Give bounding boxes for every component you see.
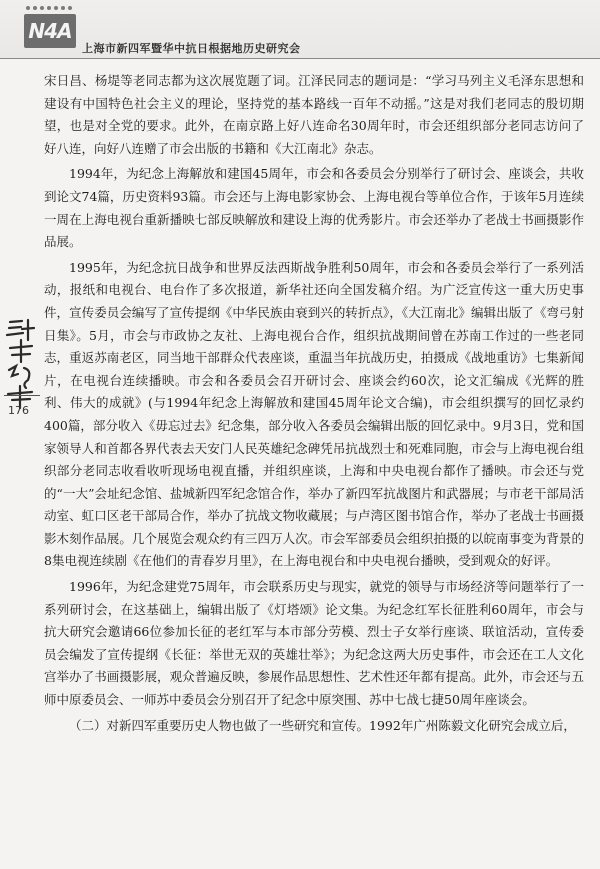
paragraph: 1996年，为纪念建党75周年，市会联系历史与现实，就党的领导与市场经济等问题举行了一系列研讨会，在这基础上，编辑出版了《灯塔颂》论文集。为纪念红军长征胜利60周年，市会与抗大研究会邀请66位参加长征的老红军与本市部分劳模、烈士子女举行座谈、联谊活动，宣传委员会编发了宣传提纲《长征：举世无双的英雄壮举》；为纪念这两大历史事件，市会还在工人文化宫举办了书画摄影展，观众普遍反映，参展作品思想性、艺术性还年都有提高。此外，市会还与五师中原委员会、一师苏中委员会分别召开了纪念中原突围、苏中七战七捷50周年座谈会。 (44, 579, 584, 708)
logo-dots (26, 6, 74, 11)
paragraph: 1994年，为纪念上海解放和建国45周年，市会和各委员会分别举行了研讨会、座谈会，共收到论文74篇，历史资料93篇。市会还与上海电影家协会、上海电视台等单位合作，于该年5月连续一周在上海电视台重新播映七部反映解放和建设上海的优秀影片。市会还举办了老战士书画摄影作品展。 (44, 166, 584, 250)
page-header (0, 0, 600, 59)
page-number: 176 (8, 404, 29, 417)
org-logo (24, 14, 76, 48)
org-name: 上海市新四军暨华中抗日根据地历史研究会 (82, 42, 301, 55)
side-divider (4, 395, 40, 396)
paragraph: 宋日昌、杨堤等老同志都为这次展览题了词。江泽民同志的题词是：“学习马列主义毛泽东思想和建设有中国特色社会主义的理论，坚持党的基本路线一百年不动摇。”这是对我们老同志的殷切期望，也是对全党的要求。此外，在南京路上好八连命名30周年时，市会还组织部分老同志访问了好八连，向好八连赠了市会出版的书籍和《大江南北》杂志。 (44, 73, 584, 156)
logo-text: N4A (28, 19, 72, 43)
paragraph: （二）对新四军重要历史人物也做了一些研究和宣传。1992年广州陈毅文化研究会成立后， (69, 717, 576, 733)
paragraph: 1995年，为纪念抗日战争和世界反法西斯战争胜利50周年，市会和各委员会举行了一系列活动，报纸和电视台、电台作了多次报道，新华社还向全国发稿介绍。为广泛宣传这一重大历史事件，宣传委员会编写了宣传提纲《中华民族由衰到兴的转折点》，《大江南北》编辑出版了《弯弓射日集》。5月，市会与市政协之友社、上海电视台合作，组织抗战期间曾在苏南工作过的一些老同志，重返苏南老区，同当地干部群众代表座谈，重温当年抗战历史，拍摄成《战地重访》七集新闻片，在电视台连续播映。市会和各委员会召开研讨会、座谈会约60次，论文汇编成《光辉的胜利、伟大的成就》(与1994年纪念上海解放和建国45周年论文合编)，市会组织撰写的回忆录约400篇，部分收入《毋忘过去》纪念集，部分收入各委员会编辑出版的回忆录中。9月3日，党和国家领导人和首都各界代表去天安门人民英雄纪念碑凭吊抗战烈士和死难同胞，市会与上海电视台组织部分老同志收看收听现场电视直播，并组织座谈，上海和中央电视台都作了播映。市会还与党的“一大”会址纪念馆、盐城新四军纪念馆合作，举办了新四军抗战图片和武器展；与市老干部局活动室、虹口区老干部局合作，举办了抗战文物收藏展；与卢湾区图书馆合作，举办了老战士书画摄影木刻作品展。几个展览会观众约有三四万人次。市会军部委员会组织拍摄的以皖南事变为背景的8集电视连续剧《在他们的青春岁月里》，在上海电视台和中央电视台播映，受到观众的好评。 (44, 259, 584, 569)
article-body (44, 70, 584, 737)
